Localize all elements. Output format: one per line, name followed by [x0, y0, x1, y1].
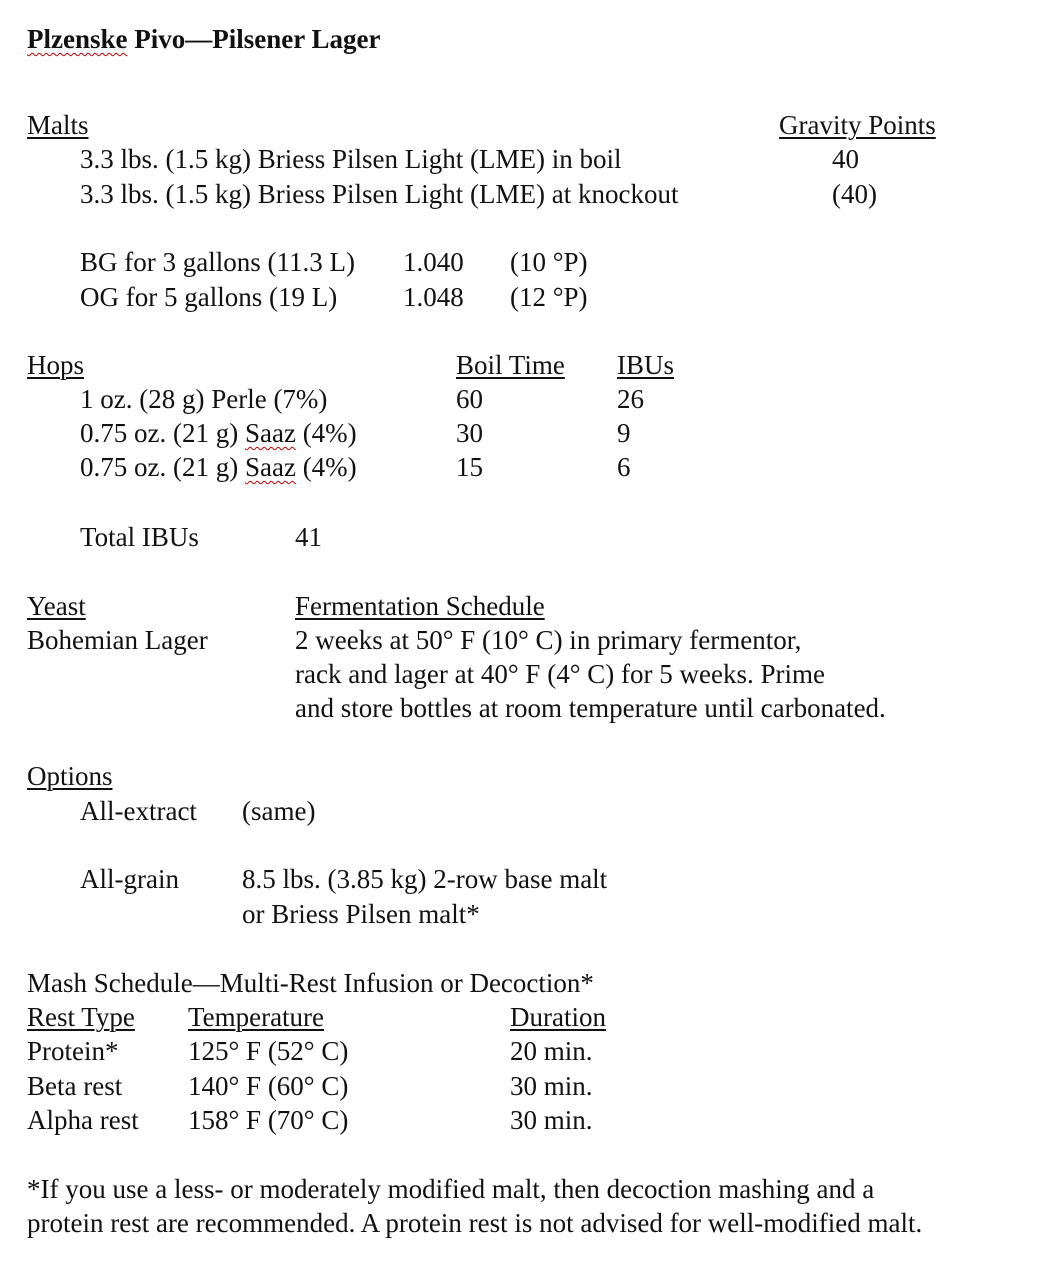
hop-ibu: 9 [617, 418, 631, 448]
fermentation-line: 2 weeks at 50° F (10° C) in primary fermentor, [295, 625, 802, 655]
malt-item: 3.3 lbs. (1.5 kg) Briess Pilsen Light (LME) at knockout [80, 179, 679, 209]
gravity-plato: (12 °P) [510, 282, 588, 312]
mash-column-duration: Duration [510, 1002, 606, 1032]
hop-item [80, 450, 357, 484]
malt-gravity-points: 40 [832, 144, 859, 174]
option-grain-label: All-grain [80, 864, 179, 894]
fermentation-heading: Fermentation Schedule [295, 591, 545, 621]
footnote-line: *If you use a less- or moderately modified malt, then decoction mashing and a [27, 1174, 875, 1204]
malt-item: 3.3 lbs. (1.5 kg) Briess Pilsen Light (LME) in boil [80, 144, 622, 174]
mash-duration: 30 min. [510, 1105, 593, 1135]
option-grain-line: 8.5 lbs. (3.85 kg) 2-row base malt [242, 864, 608, 894]
hop-item [80, 382, 327, 416]
recipe-title-rest: Pivo—Pilsener Lager [127, 24, 381, 54]
mash-duration: 30 min. [510, 1071, 593, 1101]
fermentation-line: and store bottles at room temperature until carbonated. [295, 693, 886, 723]
hops-heading: Hops [27, 350, 85, 380]
fermentation-line: rack and lager at 40° F (4° C) for 5 weeks. Prime [295, 659, 825, 689]
hop-item-text: 0.75 oz. (21 g) [80, 452, 245, 482]
options-heading: Options [27, 761, 113, 791]
recipe-title-brand: Plzenske [27, 24, 128, 54]
gravity-sg: 1.040 [403, 247, 464, 277]
malt-gravity-points: (40) [832, 179, 877, 209]
mash-column-temperature: Temperature [188, 1002, 325, 1032]
gravity-label: BG for 3 gallons (11.3 L) [80, 247, 355, 277]
hop-item-text: 1 oz. (28 g) Perle (7%) [80, 384, 328, 414]
gravity-sg: 1.048 [403, 282, 464, 312]
mash-rest-type: Protein* [27, 1036, 119, 1066]
mash-temperature: 125° F (52° C) [188, 1036, 349, 1066]
malts-heading: Malts [27, 110, 89, 140]
hop-item-alpha: (4%) [295, 418, 357, 448]
mash-rest-type: Alpha rest [27, 1105, 139, 1135]
yeast-name: Bohemian Lager [27, 625, 208, 655]
total-ibus-value: 41 [295, 522, 322, 552]
hop-item [80, 416, 357, 450]
hop-boil-time: 60 [456, 384, 483, 414]
gravity-label: OG for 5 gallons (19 L) [80, 282, 338, 312]
hop-item-text: 0.75 oz. (21 g) [80, 418, 245, 448]
mash-duration: 20 min. [510, 1036, 593, 1066]
hop-boil-time: 30 [456, 418, 483, 448]
gravity-points-heading: Gravity Points [779, 110, 936, 140]
option-grain-line: or Briess Pilsen malt* [242, 899, 480, 929]
mash-temperature: 140° F (60° C) [188, 1071, 349, 1101]
yeast-heading: Yeast [27, 591, 86, 621]
hop-item-alpha: (4%) [295, 452, 357, 482]
hop-ibu: 26 [617, 384, 644, 414]
mash-rest-type: Beta rest [27, 1071, 123, 1101]
option-extract-label: All-extract [80, 796, 197, 826]
total-ibus-label: Total IBUs [80, 522, 199, 552]
hop-boil-time: 15 [456, 452, 483, 482]
hop-variety-name: Saaz [244, 452, 296, 482]
option-extract-value: (same) [242, 796, 316, 826]
hop-variety-name: Saaz [244, 418, 296, 448]
boil-time-heading: Boil Time [456, 350, 565, 380]
recipe-title [27, 22, 380, 56]
footnote-line: protein rest are recommended. A protein rest is not advised for well-modified malt. [27, 1208, 923, 1238]
hop-ibu: 6 [617, 452, 631, 482]
mash-schedule-heading: Mash Schedule—Multi-Rest Infusion or Decoction* [27, 968, 594, 998]
ibus-heading: IBUs [617, 350, 675, 380]
mash-column-rest-type: Rest Type [27, 1002, 135, 1032]
mash-temperature: 158° F (70° C) [188, 1105, 349, 1135]
gravity-plato: (10 °P) [510, 247, 588, 277]
